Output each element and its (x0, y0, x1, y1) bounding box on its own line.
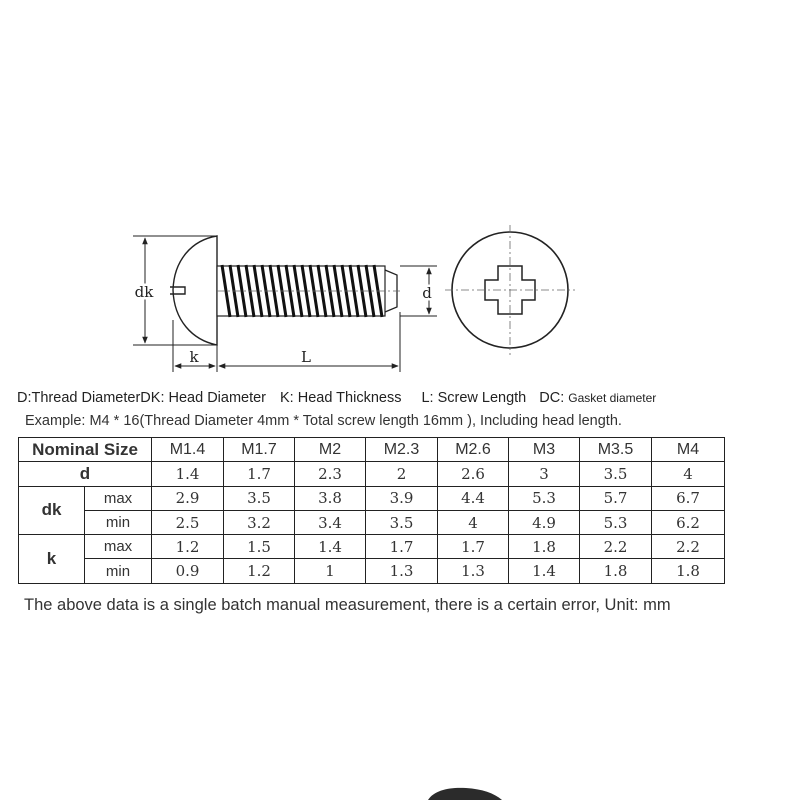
d-dim-label: d (422, 284, 432, 302)
d-value: 2 (366, 462, 438, 486)
dk-max-value: 5.3 (509, 486, 580, 510)
screw-diagram (0, 0, 800, 385)
dk-min-value: 3.4 (295, 510, 366, 534)
k-min-value: 1.2 (224, 559, 295, 583)
size-cell: M2.6 (438, 438, 509, 462)
k-max-value: 2.2 (652, 535, 725, 559)
k-min-value: 0.9 (152, 559, 224, 583)
k-max-value: 1.4 (295, 535, 366, 559)
dk-min-label: min (85, 510, 152, 534)
l-dim-label: L (301, 348, 311, 366)
d-value: 3.5 (580, 462, 652, 486)
k-min-value: 1 (295, 559, 366, 583)
screw-photo-fragment (420, 786, 510, 800)
dk-min-value: 5.3 (580, 510, 652, 534)
d-row (19, 462, 725, 486)
k-max-value: 1.8 (509, 535, 580, 559)
k-min-value: 1.3 (438, 559, 509, 583)
d-value: 1.4 (152, 462, 224, 486)
dk-max-value: 6.7 (652, 486, 725, 510)
d-value: 4 (652, 462, 725, 486)
size-cell: M2 (295, 438, 366, 462)
nominal-size-header: Nominal Size (19, 438, 152, 462)
size-cell: M3.5 (580, 438, 652, 462)
k-min-value: 1.8 (580, 559, 652, 583)
dk-min-row (19, 510, 725, 534)
dk-max-value: 2.9 (152, 486, 224, 510)
legend-dk: DK: Head Diameter (140, 390, 267, 406)
k-row-label: k (19, 535, 85, 584)
dk-min-value: 4.9 (509, 510, 580, 534)
legend-dc: DC: (539, 390, 565, 406)
dk-max-value: 3.8 (295, 486, 366, 510)
screw-head-side (170, 236, 217, 345)
k-max-value: 2.2 (580, 535, 652, 559)
k-max-row (19, 535, 725, 559)
screw-head-top (445, 225, 575, 355)
d-value: 2.6 (438, 462, 509, 486)
k-max-value: 1.2 (152, 535, 224, 559)
screw-shank (217, 265, 400, 317)
legend-l: L: Screw Length (421, 390, 527, 406)
d-row-label: d (19, 462, 152, 486)
size-cell: M4 (652, 438, 725, 462)
size-cell: M2.3 (366, 438, 438, 462)
measurement-note: The above data is a single batch manual measurement, there is a certain error, Unit: mm (24, 596, 671, 614)
d-value: 3 (509, 462, 580, 486)
dk-label: dk (134, 283, 154, 301)
size-cell: M1.4 (152, 438, 224, 462)
d-value: 2.3 (295, 462, 366, 486)
size-cell: M1.7 (224, 438, 295, 462)
k-max-value: 1.5 (224, 535, 295, 559)
legend-d: D:Thread Diameter (17, 390, 141, 406)
k-max-label: max (85, 535, 152, 559)
header-row (19, 438, 725, 462)
dk-max-row (19, 486, 725, 510)
d-value: 1.7 (224, 462, 295, 486)
k-min-row (19, 559, 725, 583)
dk-max-value: 3.9 (366, 486, 438, 510)
k-min-label: min (85, 559, 152, 583)
dk-min-value: 3.2 (224, 510, 295, 534)
dk-row-label: dk (19, 486, 85, 535)
example-text: Example: M4 * 16(Thread Diameter 4mm * Total screw length 16mm ), Including head length. (25, 413, 622, 429)
dk-max-label: max (85, 486, 152, 510)
dk-min-value: 3.5 (366, 510, 438, 534)
dimension-legend (17, 390, 656, 406)
k-min-value: 1.8 (652, 559, 725, 583)
dk-max-value: 4.4 (438, 486, 509, 510)
legend-dc-desc: Gasket diameter (568, 391, 657, 405)
legend-k: K: Head Thickness (280, 390, 402, 406)
k-max-value: 1.7 (438, 535, 509, 559)
dk-max-value: 3.5 (224, 486, 295, 510)
k-dim-label: k (189, 348, 199, 366)
size-cell: M3 (509, 438, 580, 462)
k-min-value: 1.3 (366, 559, 438, 583)
k-min-value: 1.4 (509, 559, 580, 583)
dk-min-value: 4 (438, 510, 509, 534)
k-max-value: 1.7 (366, 535, 438, 559)
dk-min-value: 6.2 (652, 510, 725, 534)
spec-table (18, 437, 725, 584)
dk-max-value: 5.7 (580, 486, 652, 510)
dk-min-value: 2.5 (152, 510, 224, 534)
